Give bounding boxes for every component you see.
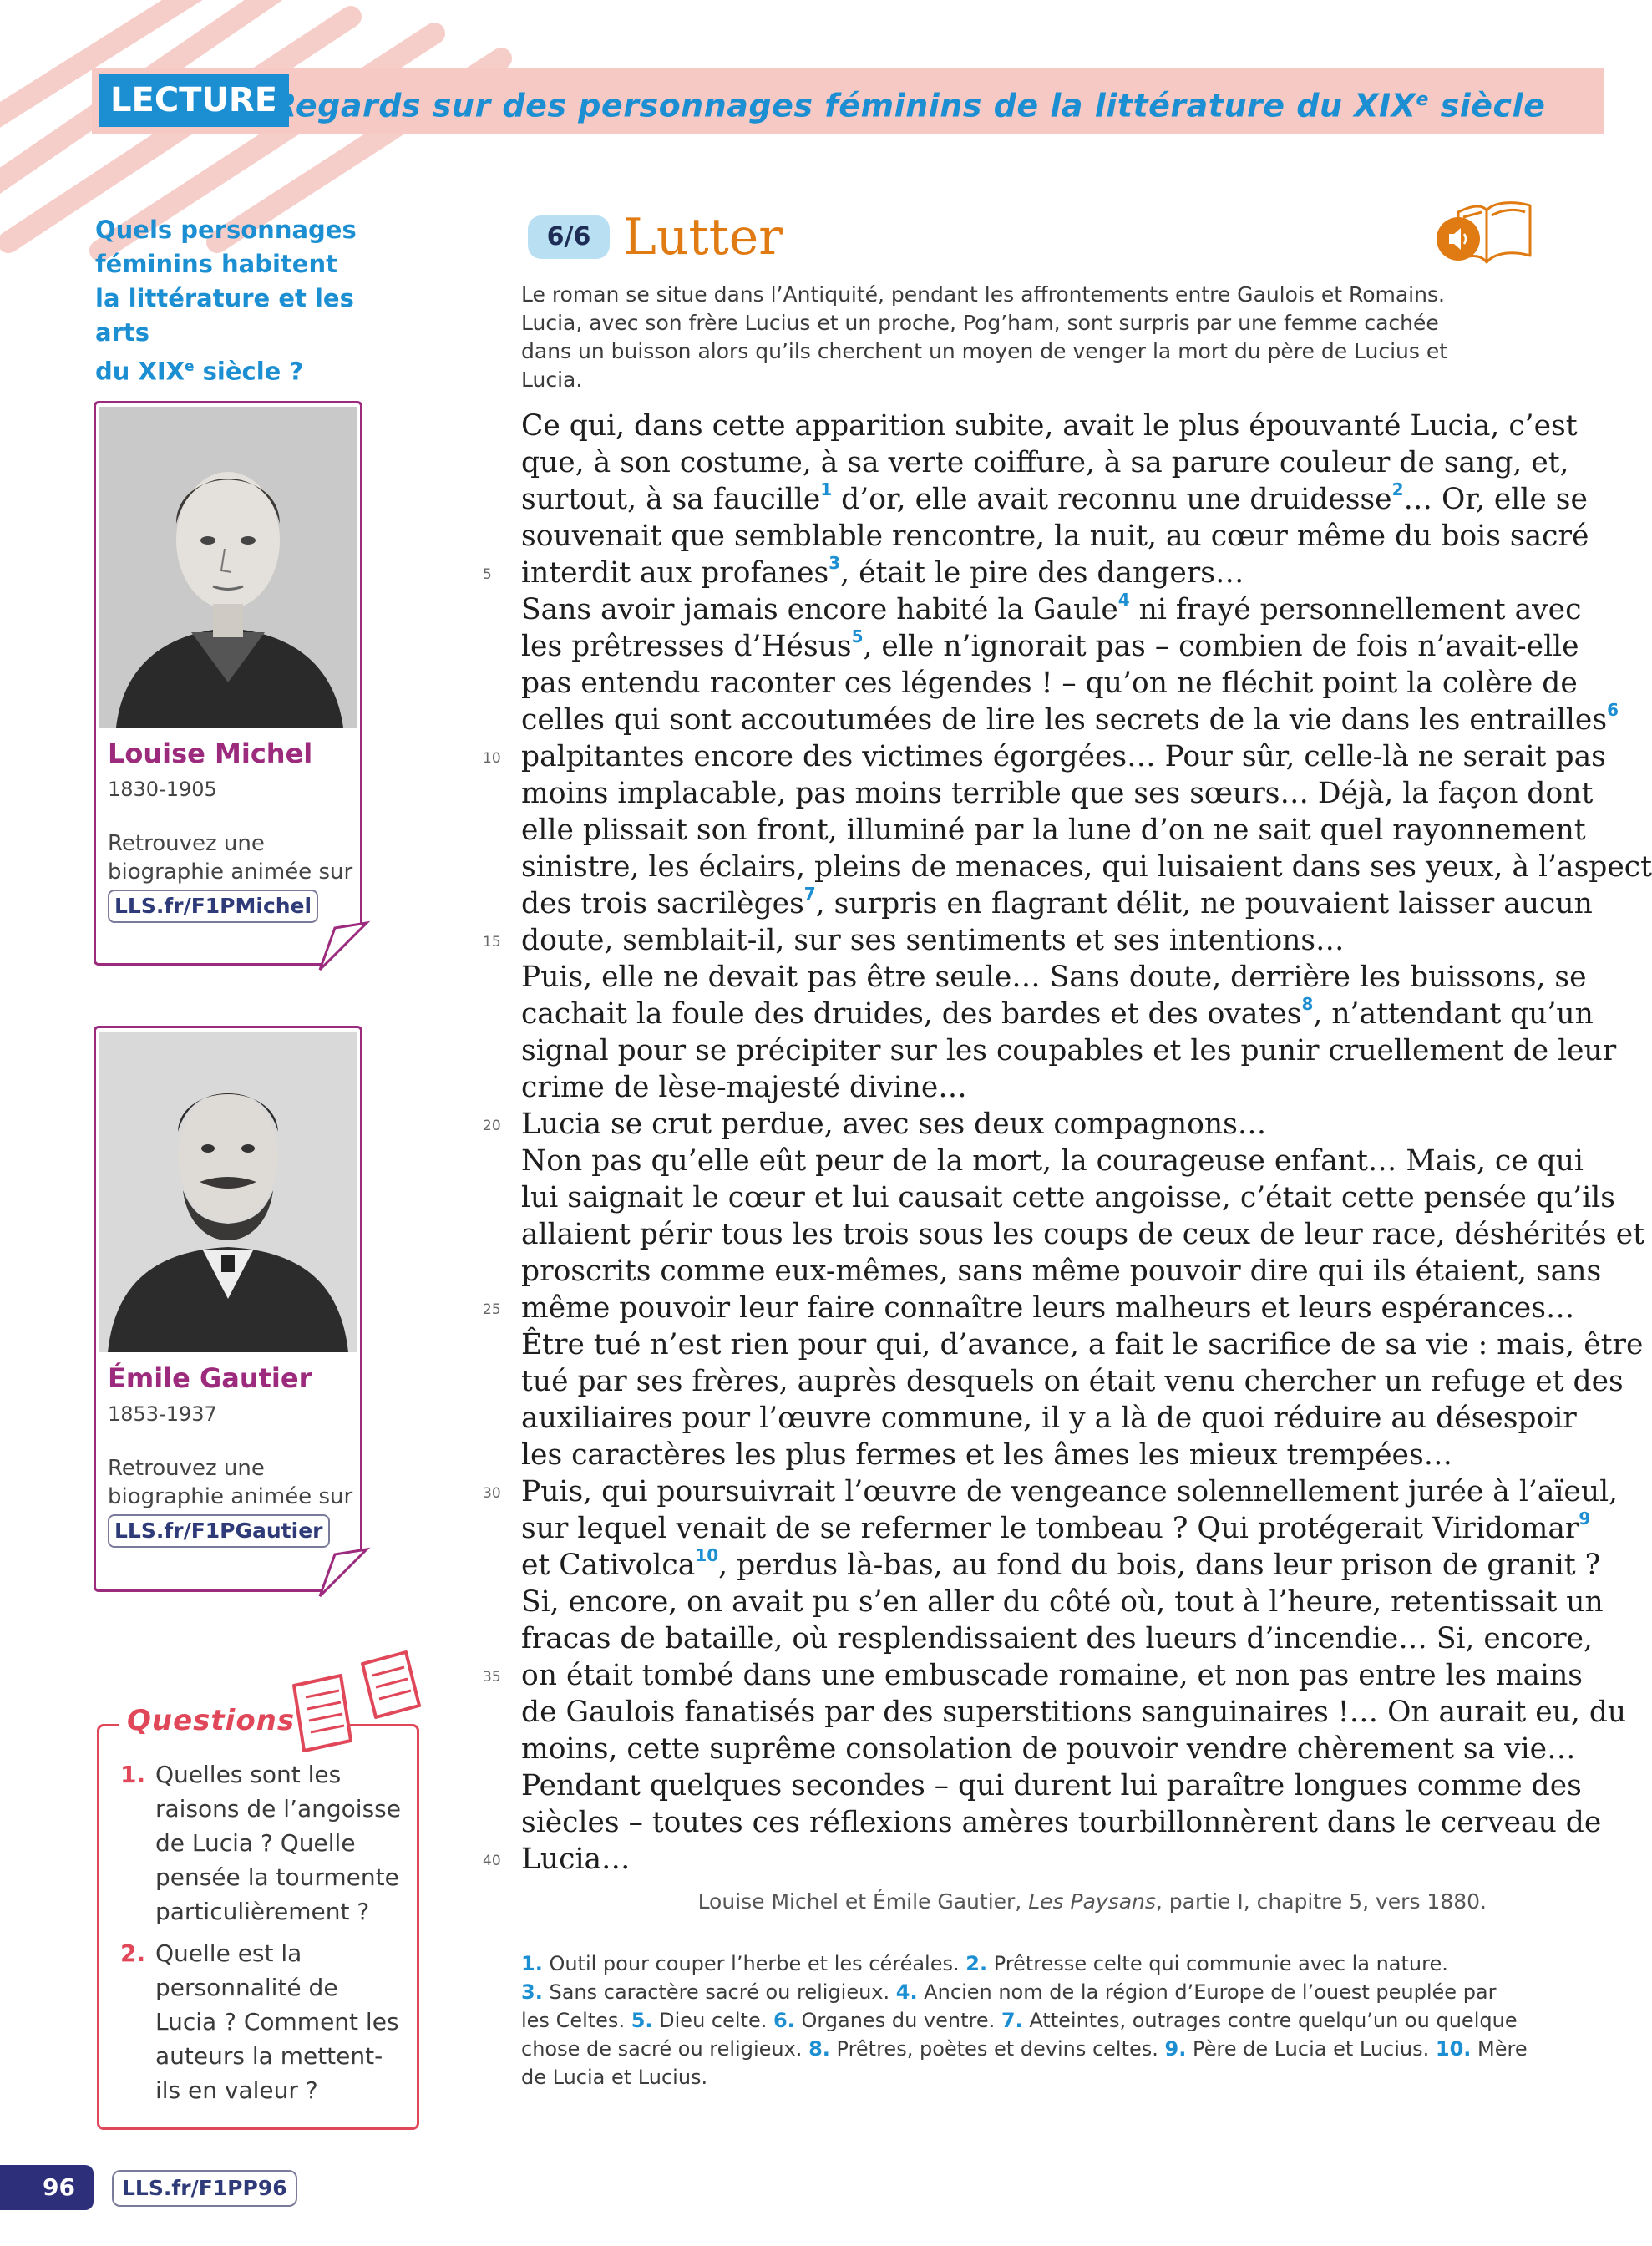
audio-book-icon[interactable] (1433, 197, 1533, 267)
footer-link[interactable]: LLS.fr/F1PP96 (112, 2170, 297, 2207)
portrait-louise-michel (99, 407, 357, 728)
text-line: moins implacable, pas moins terrible que ses sœurs… Déjà, la façon dont (521, 777, 1594, 810)
question-item (120, 1936, 404, 2107)
text-line: souvenait que semblable rencontre, la nuit, au cœur même du bois sacré (521, 520, 1589, 553)
text-line: les caractères les plus fermes et les âmes les mieux trempées… (521, 1438, 1453, 1472)
author-name: Louise Michel (108, 738, 313, 769)
text-line: fracas de bataille, où resplendissaient des lueurs d’incendie… Si, encore, (521, 1622, 1594, 1655)
text-line: Ce qui, dans cette apparition subite, avait le plus épouvanté Lucia, c’est (521, 409, 1578, 443)
author-card-gautier (94, 1026, 362, 1592)
footnote-ref[interactable]: 9 (1579, 1508, 1591, 1529)
line-number: 10 (483, 750, 501, 767)
footnote-number: 10. (1435, 2037, 1472, 2061)
intro-text: Le roman se situe dans l’Antiquité, pendant les affrontements entre Gaulois et Romains. Lucia, avec son frère Lucius et un proche, Pog’ham, sont surpris par une femme cachée dans un buisson alors qu’ils cherchent un moyen de venger la mort du père de Lucius et Lucia. (521, 282, 1448, 392)
question-item (120, 1757, 404, 1929)
footnote-number: 3. (521, 1980, 543, 2004)
citation: Louise Michel et Émile Gautier, Les Paysans, partie I, chapitre 5, vers 1880. (697, 1889, 1487, 1914)
footnote-ref[interactable]: 4 (1117, 589, 1130, 610)
footnote-ref[interactable]: 10 (695, 1544, 719, 1565)
text-line: elle plissait son front, illuminé par la lune d’on ne sait quel rayonnement (521, 814, 1586, 847)
text-line: celles qui sont accoutumées de lire les secrets de la vie dans les entrailles$^6$ (521, 699, 1619, 737)
footnote-ref[interactable]: 5 (851, 626, 864, 646)
footnote-number: 7. (1001, 2009, 1023, 2032)
text-line: proscrits comme eux-mêmes, sans même pouvoir dire qui ils étaient, sans (521, 1255, 1602, 1288)
line-number: 20 (483, 1118, 501, 1134)
footnote-number: 1. (521, 1952, 543, 1975)
footnote-number: 4. (895, 1980, 918, 2004)
author-dates: 1830-1905 (108, 778, 217, 801)
section-tag: LECTURE (99, 74, 289, 127)
text-line: allaient périr tous les trois sous les coups de ceux de leur race, déshérités et (521, 1218, 1645, 1251)
text-line: de Gaulois fanatisés par des superstitions sanguinaires !… On aurait eu, du (521, 1696, 1627, 1729)
page-curl-icon (318, 921, 368, 971)
footnote-line: les Celtes. 5. Dieu celte. 6. Organes du ventre. 7. Atteintes, outrages contre quelqu’un ou quelque (521, 2009, 1518, 2032)
text-line: Sans avoir jamais encore habité la Gaule$^4$ ni frayé personnellement avec (521, 589, 1582, 626)
question-text: Quelles sont les raisons de l’angoisse de Lucia ? Quelle pensée la tourmente particulièrement ? (155, 1761, 401, 1925)
text-line: des trois sacrilèges$^7$, surpris en flagrant délit, ne pouvaient laisser aucun (521, 883, 1593, 920)
sidebar-question-line: la littérature et les arts (95, 284, 354, 347)
footnote-ref[interactable]: 8 (1301, 993, 1314, 1014)
sidebar-question-line: Quels personnages (95, 215, 357, 244)
line-number: 35 (483, 1669, 501, 1686)
papers-icon (289, 1647, 423, 1756)
question-number: 2. (120, 1939, 146, 1967)
line-number: 30 (483, 1485, 501, 1502)
footnote-line: 3. Sans caractère sacré ou religieux. 4. Ancien nom de la région d’Europe de l’ouest peuplée par (521, 1980, 1497, 2004)
author-dates: 1853-1937 (108, 1402, 217, 1426)
text-line: interdit aux profanes$^3$, était le pire des dangers… (521, 552, 1244, 590)
page-number: 96 (0, 2165, 94, 2210)
header-title: Regards sur des personnages féminins de la littérature du XIXe siècle (272, 87, 1546, 124)
question-number: 1. (120, 1761, 146, 1788)
footnote-number: 9. (1164, 2037, 1187, 2061)
portrait-emile-gautier (99, 1032, 357, 1352)
footnote-number: 8. (808, 2037, 830, 2061)
footnote-line: de Lucia et Lucius. (521, 2066, 708, 2089)
text-line: moins, cette suprême consolation de pouvoir vendre chèrement sa vie… (521, 1732, 1576, 1766)
line-number: 40 (483, 1853, 501, 1869)
body-text (521, 408, 1652, 1878)
text-line: auxiliaires pour l’œuvre commune, il y a là de quoi réduire au désespoir (521, 1402, 1577, 1435)
text-line: surtout, à sa faucille$^1$ d’or, elle avait reconnu une druidesse$^2$… Or, elle se (521, 479, 1588, 516)
footnote-ref[interactable]: 6 (1607, 699, 1619, 720)
footnote-number: 6. (773, 2009, 795, 2032)
text-line: tué par ses frères, auprès desquels on était venu chercher un refuge et des (521, 1365, 1624, 1398)
text-line: Puis, elle ne devait pas être seule… Sans doute, derrière les buissons, se (521, 961, 1587, 994)
footnote-ref[interactable]: 1 (820, 479, 833, 499)
text-line: et Cativolca$^{10}$, perdus là-bas, au fond du bois, dans leur prison de granit ? (521, 1544, 1601, 1582)
question-text: Quelle est la personnalité de Lucia ? Comment les auteurs la mettent-ils en valeur ? (155, 1939, 399, 2104)
page-curl-icon (318, 1548, 368, 1598)
footnote-line: chose de sacré ou religieux. 8. Prêtres, poètes et devins celtes. 9. Père de Lucia et Lucius. 10. Mère (521, 2037, 1528, 2061)
footnote-line: 1. Outil pour couper l’herbe et les céréales. 2. Prêtresse celte qui communie avec la nature. (521, 1952, 1448, 1975)
text-line: que, à son costume, à sa verte coiffure, à sa parure couleur de sang, et, (521, 446, 1569, 479)
author-name: Émile Gautier (108, 1362, 312, 1394)
author-card-michel (94, 401, 362, 966)
text-line: Si, encore, on avait pu s’en aller du côté où, tout à l’heure, retentissait un (521, 1585, 1604, 1619)
questions-title: Questions (119, 1704, 303, 1737)
biography-link-michel[interactable]: LLS.fr/F1PMichel (108, 890, 318, 923)
text-line: lui saignait le cœur et lui causait cette angoisse, c’était cette pensée qu’ils (521, 1181, 1615, 1214)
biography-prompt: Retrouvez une biographie animée sur (108, 1456, 353, 1509)
footnotes (521, 1949, 1528, 2091)
text-line: doute, semblait-il, sur ses sentiments et ses intentions… (521, 924, 1345, 957)
biography-prompt: Retrouvez une biographie animée sur (108, 831, 353, 885)
line-number: 15 (483, 934, 501, 951)
sidebar-question-line: féminins habitent (95, 250, 337, 278)
text-line: siècles – toutes ces réflexions amères tourbillonnèrent dans le cerveau de (521, 1806, 1602, 1839)
text-line: pas entendu raconter ces légendes ! – qu’on ne fléchit point la colère de (521, 667, 1578, 700)
text-line: Pendant quelques secondes – qui durent lui paraître longues comme des (521, 1769, 1582, 1802)
text-title: Lutter (623, 208, 783, 266)
text-line: même pouvoir leur faire connaître leurs malheurs et leurs espérances… (521, 1291, 1575, 1325)
text-line: Lucia se crut perdue, avec ses deux compagnons… (521, 1108, 1267, 1141)
footnote-number: 5. (631, 2009, 653, 2032)
text-line: signal pour se précipiter sur les coupables et les punir cruellement de leur (521, 1034, 1617, 1067)
text-number-badge: 6/6 (528, 215, 610, 259)
text-line: palpitantes encore des victimes égorgées… Pour sûr, celle-là ne serait pas (521, 740, 1606, 773)
footnote-ref[interactable]: 7 (803, 883, 816, 904)
text-line: cachait la foule des druides, des bardes et des ovates$^8$, n’attendant qu’un (521, 993, 1594, 1031)
line-number: 25 (483, 1301, 501, 1318)
sidebar-question-line: du XIXe siècle ? (95, 357, 304, 386)
biography-link-gautier[interactable]: LLS.fr/F1PGautier (108, 1514, 330, 1548)
footnote-ref[interactable]: 2 (1391, 479, 1404, 499)
line-number: 5 (483, 566, 492, 583)
text-line: on était tombé dans une embuscade romaine, et non pas entre les mains (521, 1659, 1583, 1692)
text-line: les prêtresses d’Hésus$^5$, elle n’ignorait pas – combien de fois n’avait-elle (521, 626, 1579, 663)
text-line: Être tué n’est rien pour qui, d’avance, a fait le sacrifice de sa vie : mais, être (521, 1328, 1644, 1361)
text-line: sur lequel venait de se refermer le tombeau ? Qui protégerait Viridomar$^9$ (521, 1508, 1591, 1545)
text-line: Puis, qui poursuivrait l’œuvre de vengeance solennellement jurée à l’aïeul, (521, 1475, 1619, 1508)
text-line: Lucia… (521, 1843, 631, 1876)
text-line: sinistre, les éclairs, pleins de menaces, qui luisaient dans ses yeux, à l’aspect (521, 850, 1652, 884)
footnote-ref[interactable]: 3 (829, 552, 841, 573)
footnote-number: 2. (965, 1952, 988, 1975)
text-line: Non pas qu’elle eût peur de la mort, la courageuse enfant… Mais, ce qui (521, 1144, 1584, 1178)
sidebar-question (95, 213, 396, 389)
text-line: crime de lèse-majesté divine… (521, 1071, 967, 1104)
